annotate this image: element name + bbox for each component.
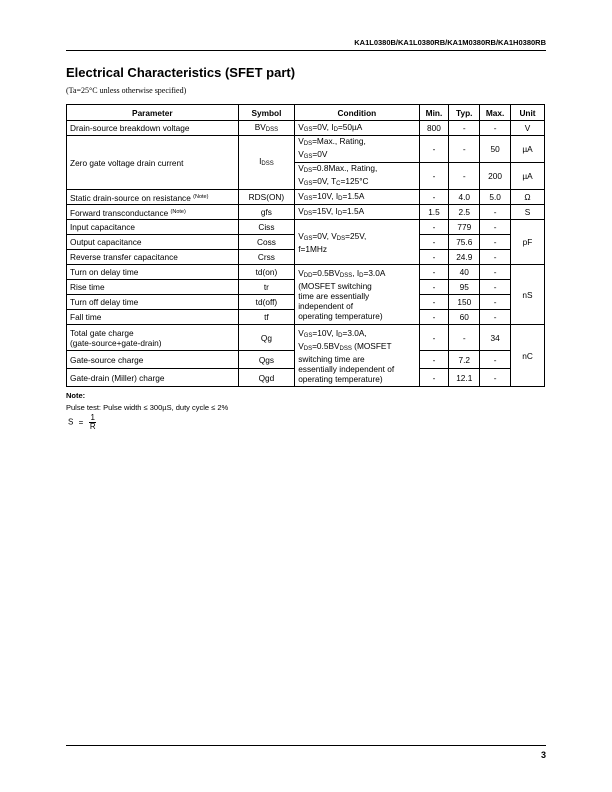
param-cell: Zero gate voltage drain current bbox=[67, 136, 239, 190]
symbol-cell: $BV_{DSS}$ bbox=[238, 121, 295, 136]
col-header-max: Max. bbox=[480, 105, 511, 121]
table-row bbox=[67, 136, 545, 163]
max-cell: - bbox=[480, 351, 511, 369]
max-cell: - bbox=[480, 265, 511, 280]
typ-cell: - bbox=[449, 136, 480, 163]
param-cell: Rise time bbox=[67, 280, 239, 295]
min-cell: - bbox=[419, 280, 449, 295]
notes-block bbox=[66, 391, 228, 412]
pulse-test-note: Pulse test: Pulse width ≤ 300µS, duty cycle ≤ 2% bbox=[66, 403, 229, 412]
table-header-row bbox=[67, 105, 545, 121]
param-cell: Drain-source breakdown voltage bbox=[67, 121, 239, 136]
typ-cell: 95 bbox=[449, 280, 480, 295]
test-condition-note: (Ta=25°C unless otherwise specified) bbox=[66, 86, 187, 95]
unit-cell: µA bbox=[511, 136, 545, 163]
max-cell: - bbox=[480, 295, 511, 310]
max-cell: 50 bbox=[480, 136, 511, 163]
typ-cell: 150 bbox=[449, 295, 480, 310]
symbol-cell: Qgs bbox=[238, 351, 295, 369]
col-header-symbol: Symbol bbox=[238, 105, 295, 121]
symbol-cell: Qgd bbox=[238, 369, 295, 387]
typ-cell: 12.1 bbox=[449, 369, 480, 387]
min-cell: - bbox=[419, 250, 449, 265]
max-cell: - bbox=[480, 310, 511, 325]
condition-cell: $V_{DS}=15V$, $I_D=1.5A$ bbox=[295, 205, 419, 220]
unit-cell: V bbox=[511, 121, 545, 136]
max-cell: - bbox=[480, 220, 511, 235]
unit-cell: S bbox=[511, 205, 545, 220]
header-part-numbers: KA1L0380B/KA1L0380RB/KA1M0380RB/KA1H0380RB bbox=[354, 38, 546, 47]
min-cell: - bbox=[419, 163, 449, 190]
typ-cell: 40 bbox=[449, 265, 480, 280]
min-cell: - bbox=[419, 265, 449, 280]
min-cell: - bbox=[419, 369, 449, 387]
table-row bbox=[67, 121, 545, 136]
condition-cell: $V_{DS}=Max$., Rating, $V_{GS}=0V$ bbox=[295, 136, 419, 163]
table-row bbox=[67, 190, 545, 205]
max-cell: 200 bbox=[480, 163, 511, 190]
typ-cell: 60 bbox=[449, 310, 480, 325]
typ-cell: 75.6 bbox=[449, 235, 480, 250]
condition-cell: $V_{GS}=0V$, $V_{DS}=25V$, f=1MHz bbox=[295, 220, 419, 265]
min-cell: - bbox=[419, 190, 449, 205]
table-row bbox=[67, 220, 545, 235]
param-cell: Total gate charge (gate-source+gate-drain) bbox=[67, 325, 239, 351]
condition-cell: $V_{DD}=0.5BV_{DSS}$, $I_D=3.0A$ (MOSFET switching time are essentially independent of operating temperature) bbox=[295, 265, 419, 325]
param-cell: Static drain-source on resistance $^{(Note)}$ bbox=[67, 190, 239, 205]
min-cell: - bbox=[419, 235, 449, 250]
min-cell: - bbox=[419, 220, 449, 235]
condition-cell: $V_{DS}=0.8Max$., Rating, $V_{GS}=0V$, $T_C=125^\circ C$ bbox=[295, 163, 419, 190]
symbol-cell: td(off) bbox=[238, 295, 295, 310]
condition-cell: $V_{GS}=10V$, $I_D=1.5A$ bbox=[295, 190, 419, 205]
formula-denominator: R bbox=[89, 422, 96, 431]
section-title: Electrical Characteristics (SFET part) bbox=[66, 65, 296, 80]
typ-cell: - bbox=[449, 121, 480, 136]
min-cell: 800 bbox=[419, 121, 449, 136]
table-row bbox=[67, 325, 545, 351]
typ-cell: 779 bbox=[449, 220, 480, 235]
param-cell: Gate-drain (Miller) charge bbox=[67, 369, 239, 387]
col-header-condition: Condition bbox=[295, 105, 419, 121]
max-cell: - bbox=[480, 369, 511, 387]
symbol-cell: Qg bbox=[238, 325, 295, 351]
transconductance-formula bbox=[68, 414, 96, 431]
page-number: 3 bbox=[540, 750, 546, 760]
param-cell: Forward transconductance $^{(Note)}$ bbox=[67, 205, 239, 220]
max-cell: - bbox=[480, 121, 511, 136]
min-cell: 1.5 bbox=[419, 205, 449, 220]
param-cell: Gate-source charge bbox=[67, 351, 239, 369]
typ-cell: - bbox=[449, 325, 480, 351]
unit-cell: nS bbox=[511, 265, 545, 325]
param-cell: Turn on delay time bbox=[67, 265, 239, 280]
typ-cell: 24.9 bbox=[449, 250, 480, 265]
typ-cell: 7.2 bbox=[449, 351, 480, 369]
symbol-cell: td(on) bbox=[238, 265, 295, 280]
col-header-parameter: Parameter bbox=[67, 105, 239, 121]
max-cell: - bbox=[480, 280, 511, 295]
col-header-min: Min. bbox=[419, 105, 449, 121]
header-rule bbox=[66, 50, 546, 51]
formula-equals: = bbox=[78, 417, 84, 427]
min-cell: - bbox=[419, 136, 449, 163]
max-cell: - bbox=[480, 250, 511, 265]
symbol-cell: tr bbox=[238, 280, 295, 295]
unit-cell: µA bbox=[511, 163, 545, 190]
symbol-cell: RDS(ON) bbox=[238, 190, 295, 205]
max-cell: - bbox=[480, 205, 511, 220]
min-cell: - bbox=[419, 310, 449, 325]
table-row bbox=[67, 205, 545, 220]
condition-cell: $V_{GS}=10V$, $I_D=3.0A$, $V_{DS}=0.5BV_{DSS}$ (MOSFET switching time are essentially independent of operating temperature) bbox=[295, 325, 419, 387]
symbol-cell: Crss bbox=[238, 250, 295, 265]
param-cell: Fall time bbox=[67, 310, 239, 325]
electrical-characteristics-table bbox=[66, 104, 545, 387]
formula-fraction bbox=[89, 414, 95, 431]
max-cell: 5.0 bbox=[480, 190, 511, 205]
typ-cell: 4.0 bbox=[449, 190, 480, 205]
symbol-cell: tf bbox=[238, 310, 295, 325]
symbol-cell: gfs bbox=[238, 205, 295, 220]
param-cell: Output capacitance bbox=[67, 235, 239, 250]
symbol-cell: Ciss bbox=[238, 220, 295, 235]
param-cell: Turn off delay time bbox=[67, 295, 239, 310]
min-cell: - bbox=[419, 325, 449, 351]
formula-lhs: S bbox=[68, 417, 74, 427]
unit-cell: Ω bbox=[511, 190, 545, 205]
footer-rule bbox=[66, 745, 546, 746]
min-cell: - bbox=[419, 295, 449, 310]
typ-cell: - bbox=[449, 163, 480, 190]
col-header-typ: Typ. bbox=[449, 105, 480, 121]
unit-cell: nC bbox=[511, 325, 545, 387]
param-cell: Reverse transfer capacitance bbox=[67, 250, 239, 265]
notes-title: Note: bbox=[66, 391, 86, 400]
max-cell: 34 bbox=[480, 325, 511, 351]
table-row bbox=[67, 265, 545, 280]
max-cell: - bbox=[480, 235, 511, 250]
condition-cell: $V_{GS}=0V$, $I_D=50\mu A$ bbox=[295, 121, 419, 136]
typ-cell: 2.5 bbox=[449, 205, 480, 220]
formula-numerator: 1 bbox=[90, 413, 95, 422]
param-cell: Input capacitance bbox=[67, 220, 239, 235]
symbol-cell: $I_{DSS}$ bbox=[238, 136, 295, 190]
min-cell: - bbox=[419, 351, 449, 369]
col-header-unit: Unit bbox=[511, 105, 545, 121]
unit-cell: pF bbox=[511, 220, 545, 265]
symbol-cell: Coss bbox=[238, 235, 295, 250]
